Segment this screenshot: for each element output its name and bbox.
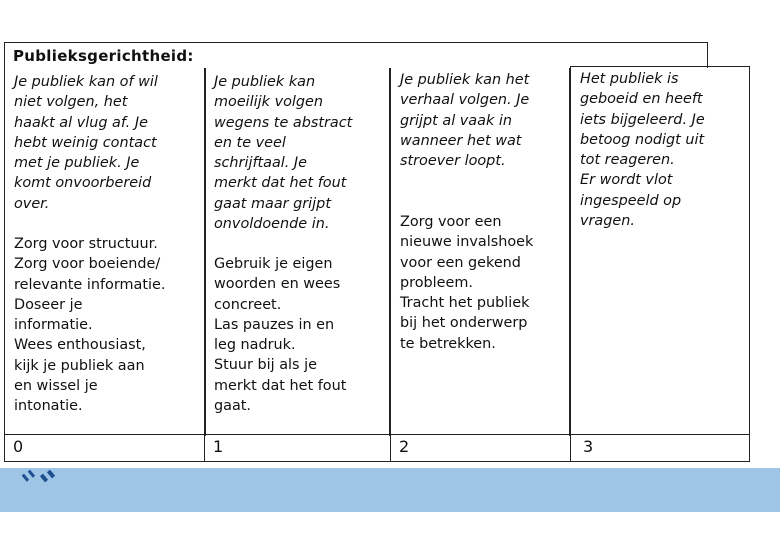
- column-score-0: [4, 68, 206, 436]
- column-1-advice: Gebruik je eigen woorden en wees concreet. Las pauzes in en leg nadruk. Stuur bij als je merkt dat het fout gaat.: [214, 256, 347, 415]
- logo-fragment-icon: [20, 468, 60, 494]
- column-3-description: Het publiek is geboeid en heeft iets bijgeleerd. Je betoog nodigt uit tot reageren. Er wordt vlot ingespeeld op vragen.: [580, 71, 705, 230]
- column-2-advice: Zorg voor een nieuwe invalshoek voor een gekend probleem. Tracht het publiek bij het onderwerp te betrekken.: [400, 214, 534, 352]
- score-divider: [390, 435, 391, 461]
- rubric-header: [4, 42, 708, 68]
- score-2: 2: [399, 437, 410, 456]
- score-0: 0: [13, 437, 24, 456]
- column-score-2: [390, 68, 570, 436]
- column-2-description: Je publiek kan het verhaal volgen. Je grijpt al vaak in wanneer het wat stroever loopt.: [400, 72, 530, 170]
- column-0-advice: Zorg voor structuur. Zorg voor boeiende/ relevante informatie. Doseer je informatie. Wees enthousiast, kijk je publiek aan en wissel je intonatie.: [14, 236, 166, 415]
- score-3: 3: [583, 437, 594, 456]
- column-score-3: [570, 66, 750, 436]
- score-1: 1: [213, 437, 224, 456]
- footer-band: [0, 468, 780, 512]
- score-row: [4, 434, 750, 462]
- column-score-1: [204, 68, 390, 436]
- score-divider: [570, 435, 571, 461]
- score-divider: [204, 435, 205, 461]
- column-0-description: Je publiek kan of wil niet volgen, het haakt al vlug af. Je hebt weinig contact met je publiek. Je komt onvoorbereid over.: [14, 74, 158, 212]
- rubric-table: [4, 42, 750, 462]
- rubric-title: Publieksgerichtheid:: [13, 47, 194, 65]
- column-1-description: Je publiek kan moeilijk volgen wegens te abstract en te veel schrijftaal. Je merkt dat het fout gaat maar grijpt onvoldoende in.: [214, 74, 353, 233]
